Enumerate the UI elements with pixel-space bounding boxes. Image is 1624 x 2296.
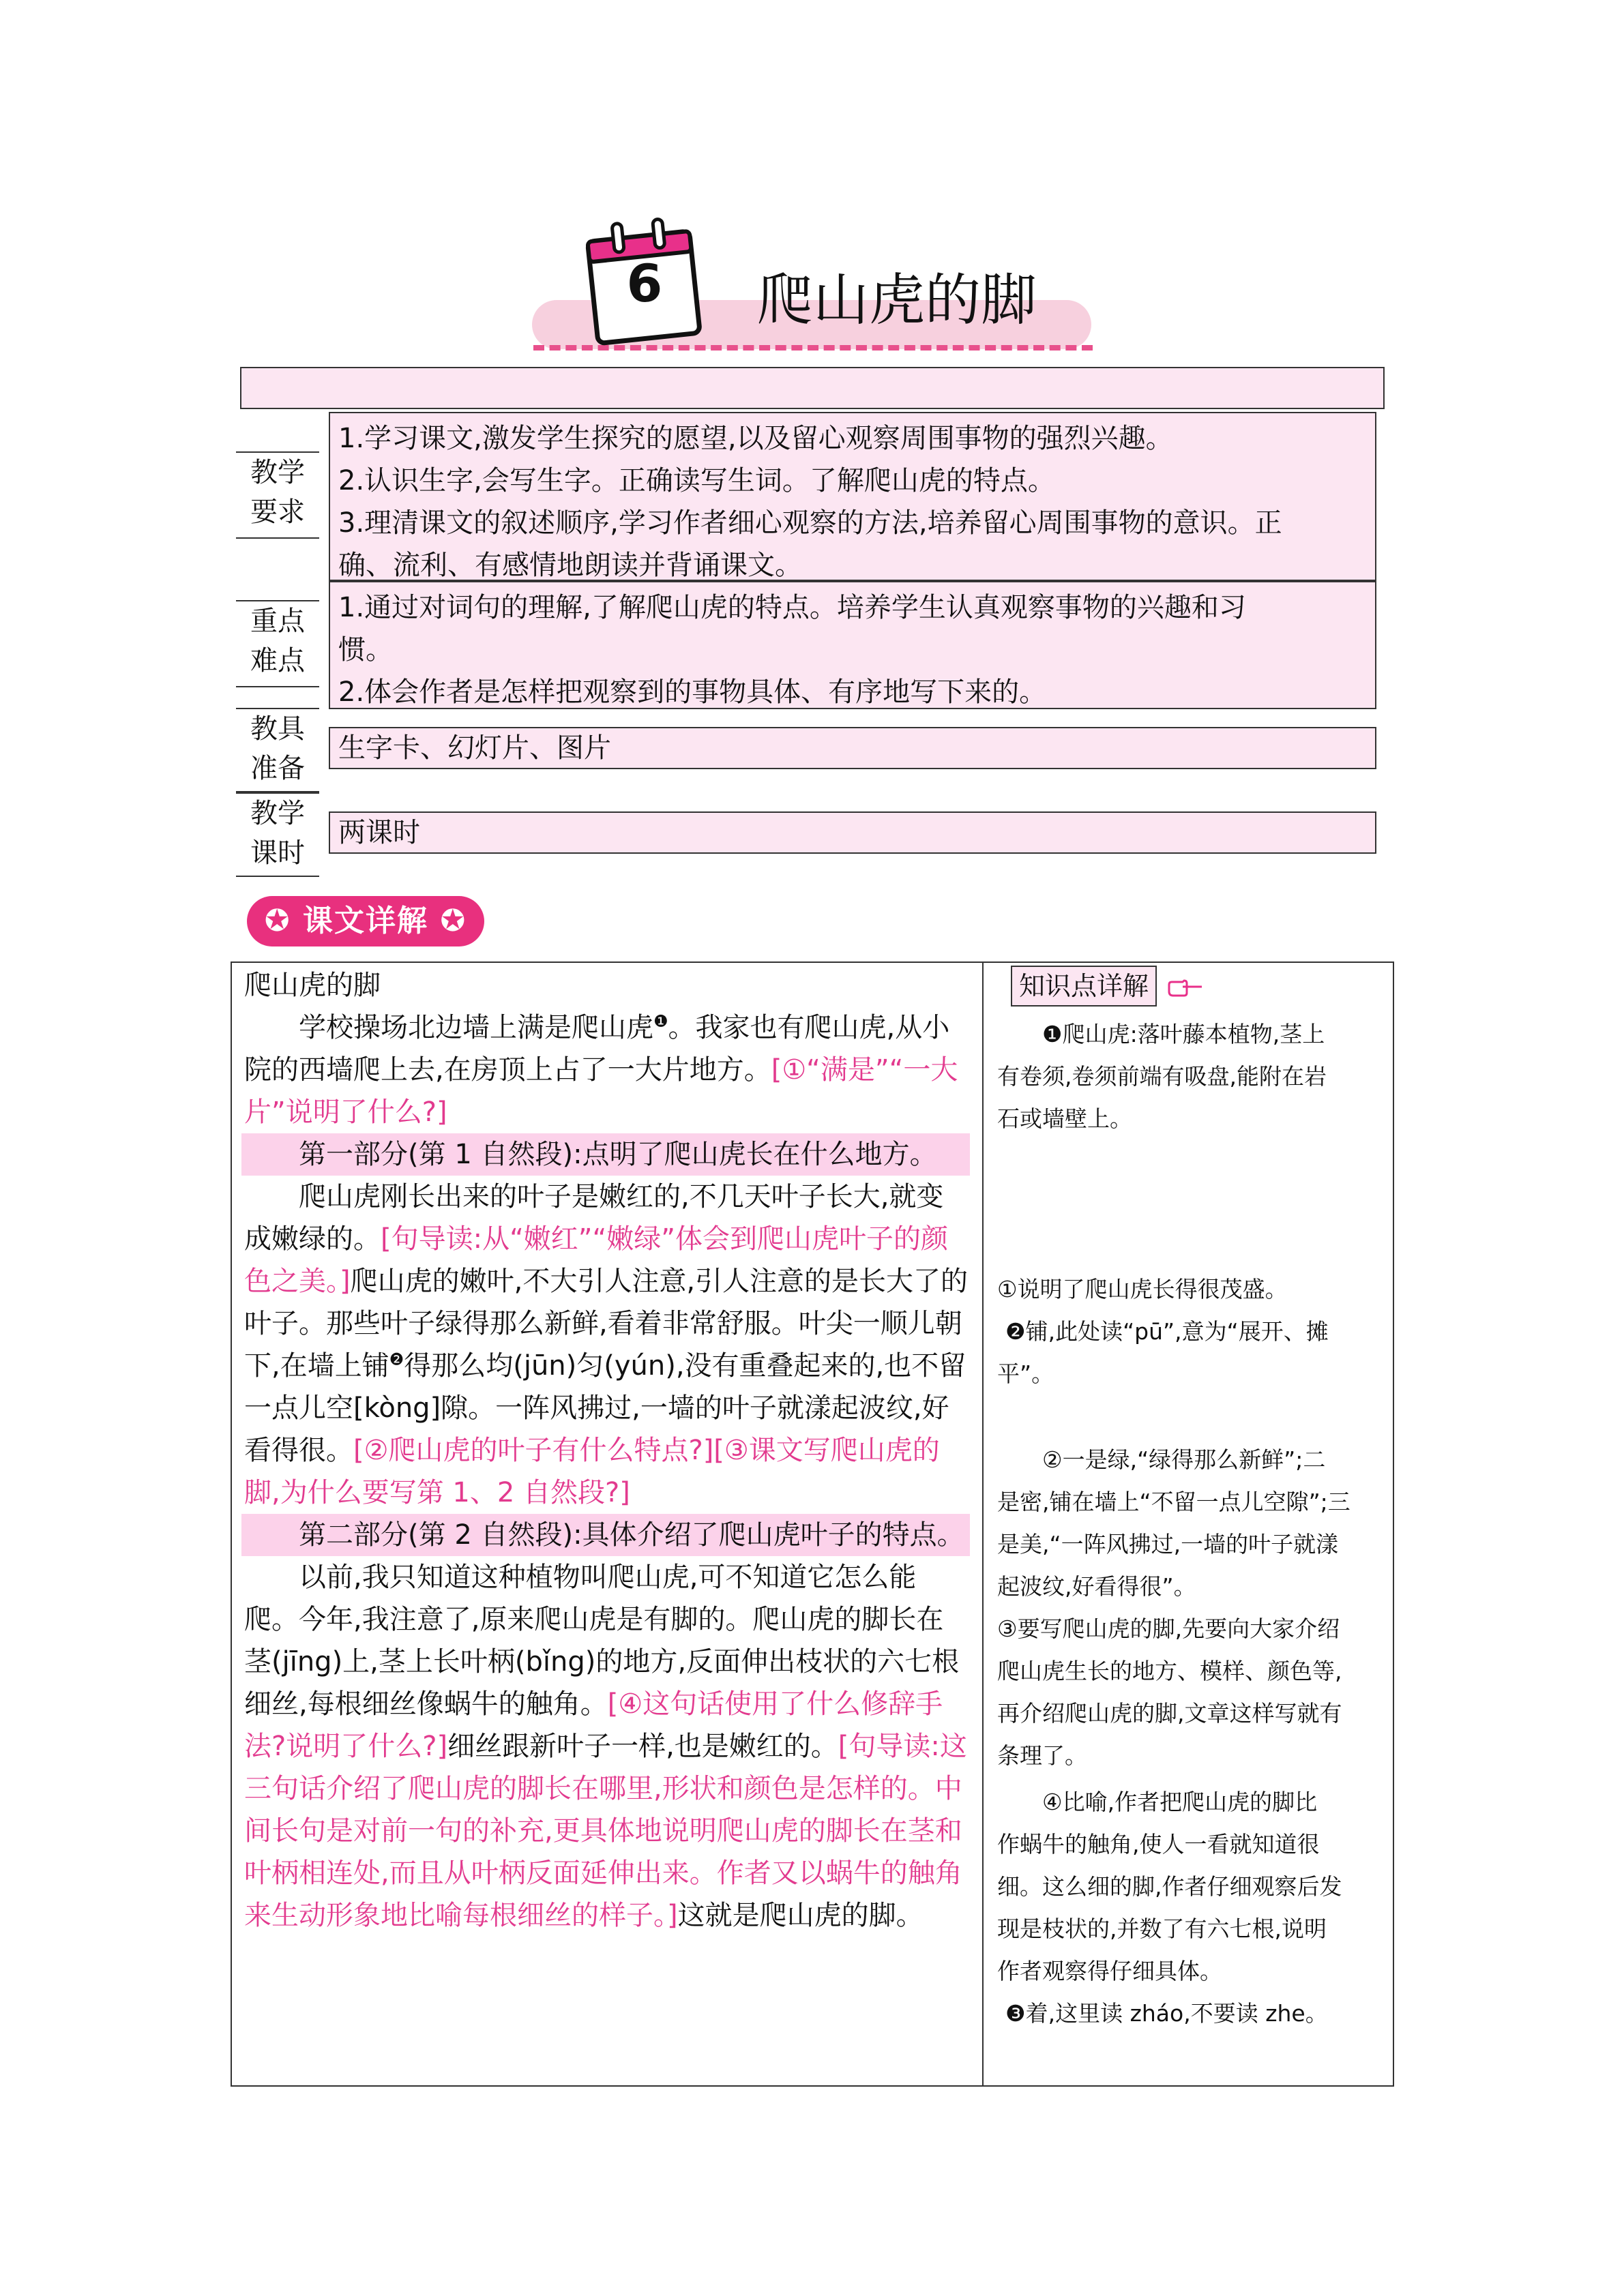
- note-group-1: ❶爬山虎:落叶藤本植物,茎上 有卷须,卷须前端有吸盘,能附在岩 石或墙壁上。: [997, 1021, 1327, 1132]
- lesson-text: [233, 964, 979, 1937]
- info-header-band: [240, 367, 1385, 409]
- question-2-3: [②爬山虎的叶子有什么特点?][③课文写爬山虎的脚,为什么要写第 1、2 自然段?]: [244, 1435, 940, 1508]
- part-summary-2: 第二部分(第 2 自然段):具体介绍了爬山虎叶子的特点。: [241, 1514, 970, 1556]
- lesson-number: 6: [626, 253, 663, 314]
- info-box-key-points: 1.通过对词句的理解,了解爬山虎的特点。培养学生认真观察事物的兴趣和习 惯。 2.体会作者是怎样把观察到的事物具体、有序地写下来的。: [329, 581, 1376, 709]
- guide-2: [句导读:这三句话介绍了爬山虎的脚长在哪里,形状和颜色是怎样的。中间长句是对前一句的补充,更具体地说明爬山虎的脚长在茎和叶柄相连处,而且从叶柄反面延伸出来。作者又以蜗牛的触角来生动形象地比喻每根细丝的样子。]: [244, 1731, 967, 1931]
- note-group-3: ②一是绿,“绿得那么新鲜”;二 是密,铺在墙上“不留一点儿空隙”;三 是美,“一阵风拂过,一墙的叶子就漾 起波纹,好看得很”。 ③要写爬山虎的脚,先要向大家介绍 爬山虎生长的地方、模样、颜色等, 再介绍爬山虎的脚,文章这样写就有 条理了。: [997, 1446, 1350, 1769]
- pointing-hand-icon: [1168, 975, 1205, 998]
- star-icon: ✪: [440, 904, 467, 938]
- note-mark: ❷: [389, 1350, 404, 1369]
- star-icon: ✪: [264, 904, 291, 938]
- question-4: [④这句话使用了什么修辞手法?说明了什么?]: [244, 1688, 943, 1762]
- info-label-tools: 教具 准备: [236, 708, 319, 792]
- section-badge-label: 课文详解: [303, 904, 428, 938]
- info-box-tools: 生字卡、幻灯片、图片: [329, 727, 1376, 769]
- text-title: 爬山虎的脚: [244, 970, 381, 1001]
- info-label-hours: 教学 课时: [236, 792, 319, 877]
- question-1: [①“满是”“一大片”说明了什么?]: [244, 1054, 958, 1128]
- part-summary-1: 第一部分(第 1 自然段):点明了爬山虎长在什么地方。: [241, 1133, 970, 1176]
- note-mark: ❶: [653, 1011, 668, 1031]
- guide-1: [句导读:从“嫩红”“嫩绿”体会到爬山虎叶子的颜色之美。]: [244, 1223, 948, 1297]
- info-label-key-points: 重点 难点: [236, 600, 319, 687]
- info-label-requirements: 教学 要求: [236, 451, 319, 539]
- info-box-hours: 两课时: [329, 811, 1376, 854]
- note-group-4: ④比喻,作者把爬山虎的脚比 作蜗牛的触角,使人一看就知道很 细。这么细的脚,作者仔细观察后发 现是枝状的,并数了有六七根,说明 作者观察得仔细具体。 ❸着,这里读 zháo,不要读 zhe。: [997, 1789, 1342, 2027]
- lesson-title: 爬山虎的脚: [757, 268, 1037, 333]
- knowledge-tag: 知识点详解: [1011, 966, 1157, 1007]
- column-divider: [982, 961, 984, 2087]
- note-group-2: ①说明了爬山虎长得很茂盛。 ❷铺,此处读“pū”,意为“展开、摊 平”。: [997, 1276, 1329, 1387]
- section-badge: [247, 896, 484, 946]
- paragraph-2: 爬山虎刚长出来的叶子是嫩红的,不几天叶子长大,就变成嫩绿的。[句导读:从“嫩红”“嫩绿”体会到爬山虎叶子的颜色之美。]爬山虎的嫩叶,不大引人注意,引人注意的是长大了的叶子。那些叶子绿得那么新鲜,看着非常舒服。叶尖一顺儿朝下,在墙上铺$^❷$得那么均(jūn)匀(yún),没有重叠起来的,也不留一点儿空[kòng]隙。一阵风拂过,一墙的叶子就漾起波纹,好看得很。[②爬山虎的叶子有什么特点?][③课文写爬山虎的脚,为什么要写第 1、2 自然段?]: [244, 1181, 969, 1508]
- paragraph-3: 以前,我只知道这种植物叫爬山虎,可不知道它怎么能爬。今年,我注意了,原来爬山虎是有脚的。爬山虎的脚长在茎(jīng)上,茎上长叶柄(bǐng)的地方,反面伸出枝状的六七根细丝,每根细丝像蜗牛的触角。[④这句话使用了什么修辞手法?说明了什么?]细丝跟新叶子一样,也是嫩红的。[句导读:这三句话介绍了爬山虎的脚长在哪里,形状和颜色是怎样的。中间长句是对前一句的补充,更具体地说明爬山虎的脚长在茎和叶柄相连处,而且从叶柄反面延伸出来。作者又以蜗牛的触角来生动形象地比喻每根细丝的样子。]这就是爬山虎的脚。: [244, 1562, 967, 1931]
- info-box-requirements: 1.学习课文,激发学生探究的愿望,以及留心观察周围事物的强烈兴趣。 2.认识生字,会写生字。正确读写生词。了解爬山虎的特点。 3.理清课文的叙述顺序,学习作者细心观察的方法,培养留心周围事物的意识。正 确、流利、有感情地朗读并背诵课文。: [329, 412, 1376, 581]
- paragraph-1: 学校操场北边墙上满是爬山虎$^❶$。我家也有爬山虎,从小院的西墙爬上去,在房顶上占了一大片地方。[①“满是”“一大片”说明了什么?]: [244, 1011, 958, 1128]
